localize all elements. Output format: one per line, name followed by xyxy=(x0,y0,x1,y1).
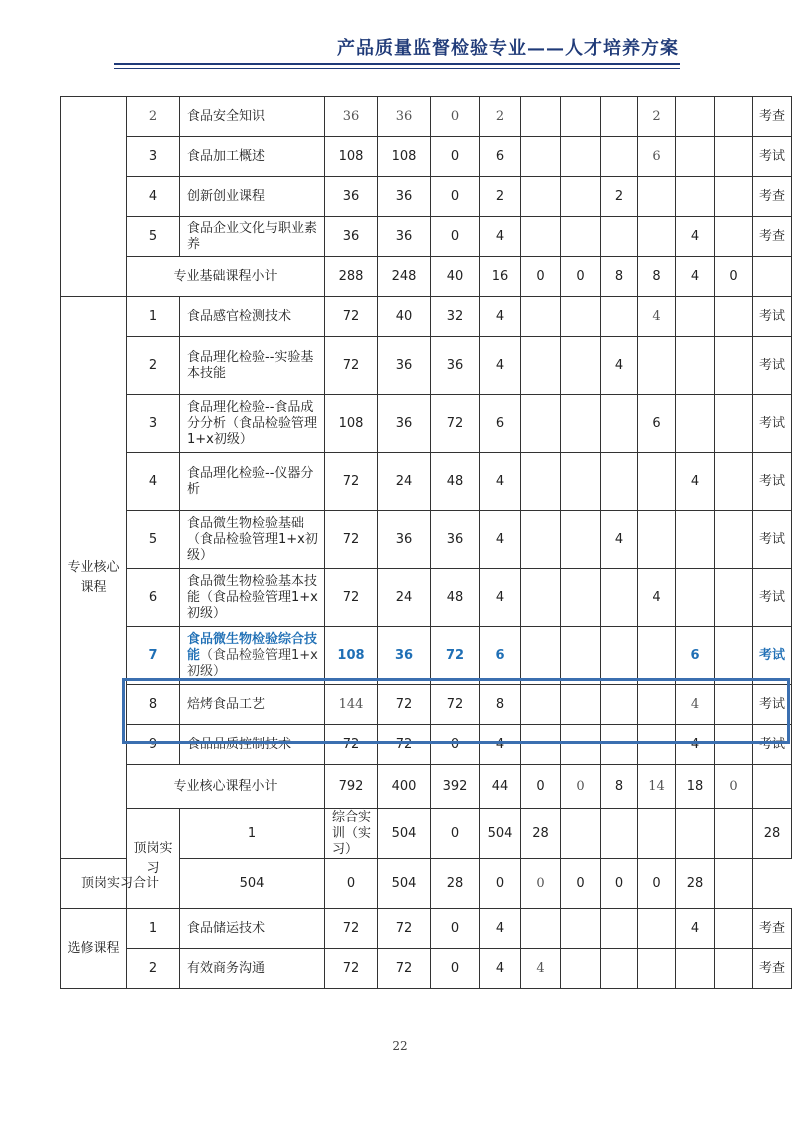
course-name: 创新创业课程 xyxy=(180,177,325,217)
table-row: 选修课程 1 食品储运技术 72 72 0 4 4 考查 xyxy=(61,909,792,949)
subtotal-row: 专业核心课程小计 792 400 392 44 0 0 8 14 18 0 xyxy=(61,765,792,809)
assessment-cell: 考试 xyxy=(753,511,792,569)
assessment-cell: 考试 xyxy=(753,297,792,337)
selection-highlight-box xyxy=(122,678,790,744)
assessment-cell: 考试 xyxy=(753,725,792,765)
course-name: 有效商务沟通 xyxy=(180,949,325,989)
header-rule-thin xyxy=(114,68,680,69)
table-row: 2 有效商务沟通 72 72 0 4 4 考查 xyxy=(61,949,792,989)
course-name: 食品微生物检验基本技能（食品检验管理1+x初级） xyxy=(180,569,325,627)
course-name: 食品加工概述 xyxy=(180,137,325,177)
course-name: 食品安全知识 xyxy=(180,97,325,137)
course-name: 食品感官检测技术 xyxy=(180,297,325,337)
table-row: 6 食品微生物检验基本技能（食品检验管理1+x初级） 72 24 48 4 4 考试 xyxy=(61,569,792,627)
table-row: 5 食品微生物检验基础（食品检验管理1+x初级） 72 36 36 4 4 考试 xyxy=(61,511,792,569)
document-header-title: 产品质量监督检验专业——人才培养方案 xyxy=(337,38,679,59)
subtotal-row: 顶岗实习合计 504 0 504 28 0 0 0 0 0 28 xyxy=(61,859,792,909)
course-name: 焙烤食品工艺 xyxy=(180,685,325,725)
course-name: 食品微生物检验综合技能（食品检验管理1+x初级） xyxy=(180,627,325,685)
course-name: 食品理化检验--实验基本技能 xyxy=(180,337,325,395)
subtotal-label: 顶岗实习合计 xyxy=(61,859,180,909)
table-row-highlighted: 7 食品微生物检验综合技能（食品检验管理1+x初级） 108 36 72 6 6 考试 xyxy=(61,627,792,685)
assessment-cell: 考试 xyxy=(753,137,792,177)
course-name: 食品理化检验--食品成分分析（食品检验管理1+x初级） xyxy=(180,395,325,453)
assessment-cell: 考试 xyxy=(753,685,792,725)
table-row: 8 焙烤食品工艺 144 72 72 8 4 考试 xyxy=(61,685,792,725)
header-rule-thick xyxy=(114,63,680,65)
page-number: 22 xyxy=(392,1039,408,1053)
section-cell-basic xyxy=(61,97,127,297)
table-row: 9 食品品质控制技术 72 72 0 4 4 考试 xyxy=(61,725,792,765)
table-row: 2 食品理化检验--实验基本技能 72 36 36 4 4 考试 xyxy=(61,337,792,395)
table-row: 2 食品安全知识 36 36 0 2 2 考查 xyxy=(61,97,792,137)
table-row: 3 食品加工概述 108 108 0 6 6 考试 xyxy=(61,137,792,177)
table-row: 专业核心课程 1 食品感官检测技术 72 40 32 4 4 考试 xyxy=(61,297,792,337)
table-row: 3 食品理化检验--食品成分分析（食品检验管理1+x初级） 108 36 72 6 6 考试 xyxy=(61,395,792,453)
assessment-cell: 考查 xyxy=(753,909,792,949)
assessment-cell: 考试 xyxy=(753,337,792,395)
course-name: 食品品质控制技术 xyxy=(180,725,325,765)
table-row: 5 食品企业文化与职业素养 36 36 0 4 4 考查 xyxy=(61,217,792,257)
assessment-cell: 考查 xyxy=(753,217,792,257)
course-name: 食品理化检验--仪器分析 xyxy=(180,453,325,511)
section-cell-elective: 选修课程 xyxy=(61,909,127,989)
course-name: 食品微生物检验基础（食品检验管理1+x初级） xyxy=(180,511,325,569)
course-name: 食品企业文化与职业素养 xyxy=(180,217,325,257)
section-cell-internship: 顶岗实习 xyxy=(127,809,180,909)
curriculum-table xyxy=(60,96,792,989)
assessment-cell: 考试 xyxy=(753,627,792,685)
course-name: 综合实训（实习） xyxy=(325,809,378,859)
section-cell-core: 专业核心课程 xyxy=(61,297,127,859)
assessment-cell: 考试 xyxy=(753,569,792,627)
assessment-cell: 考查 xyxy=(753,97,792,137)
assessment-cell: 考查 xyxy=(753,177,792,217)
subtotal-label: 专业基础课程小计 xyxy=(127,257,325,297)
assessment-cell: 考查 xyxy=(753,949,792,989)
subtotal-row: 专业基础课程小计 288 248 40 16 0 0 8 8 4 0 xyxy=(61,257,792,297)
subtotal-label: 专业核心课程小计 xyxy=(127,765,325,809)
table-row: 4 创新创业课程 36 36 0 2 2 考查 xyxy=(61,177,792,217)
table-row: 顶岗实习 1 综合实训（实习） 504 0 504 28 28 xyxy=(61,809,792,859)
table-row: 4 食品理化检验--仪器分析 72 24 48 4 4 考试 xyxy=(61,453,792,511)
assessment-cell: 考试 xyxy=(753,395,792,453)
course-name: 食品储运技术 xyxy=(180,909,325,949)
assessment-cell: 考试 xyxy=(753,453,792,511)
